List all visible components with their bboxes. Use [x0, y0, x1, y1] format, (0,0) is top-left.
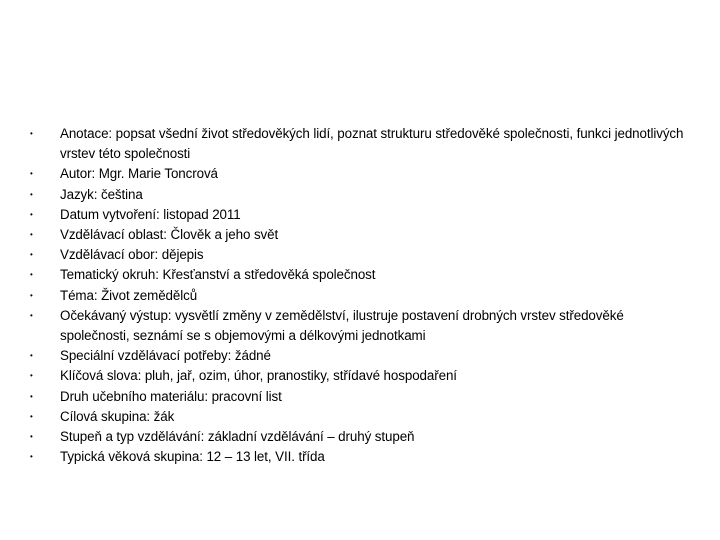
list-item-text: Vzdělávací obor: dějepis [60, 247, 204, 263]
list-item-education-level [28, 427, 688, 447]
list-item-text: Jazyk: čeština [60, 186, 143, 202]
bullet-icon: • [30, 209, 33, 219]
list-item-age-group [28, 447, 688, 467]
list-item-special-needs [28, 346, 688, 366]
list-item-text: Vzdělávací oblast: Člověk a jeho svět [60, 227, 279, 243]
list-item-text: Typická věková skupina: 12 – 13 let, VII. třída [60, 449, 325, 465]
bullet-icon: • [30, 189, 33, 199]
list-item-author [28, 164, 688, 184]
list-item-target-group [28, 407, 688, 427]
list-item-text: Téma: Život zemědělců [60, 287, 198, 303]
list-item-text: Datum vytvoření: listopad 2011 [60, 206, 241, 222]
bullet-icon: • [30, 250, 33, 260]
list-item-material-type [28, 387, 688, 407]
bullet-icon: • [30, 452, 33, 462]
list-item-thematic-area [28, 265, 688, 285]
metadata-bullet-list [28, 124, 688, 467]
list-item-text: Anotace: popsat všední život středověkých lidí, poznat strukturu středověké společnosti, funkci jednotlivých vrstev této společnosti [60, 126, 684, 162]
list-item-text: Tematický okruh: Křesťanství a středověká společnost [60, 267, 376, 283]
list-item-text: Cílová skupina: žák [60, 408, 175, 424]
list-item-text: Autor: Mgr. Marie Toncrová [60, 166, 218, 182]
list-item-text: Stupeň a typ vzdělávání: základní vzdělávání – druhý stupeň [60, 429, 415, 445]
bullet-icon: • [30, 432, 33, 442]
list-item-topic [28, 286, 688, 306]
bullet-icon: • [30, 371, 33, 381]
bullet-icon: • [30, 230, 33, 240]
bullet-icon: • [30, 290, 33, 300]
list-item-text: Speciální vzdělávací potřeby: žádné [60, 348, 271, 364]
bullet-icon: • [30, 270, 33, 280]
list-item-language [28, 185, 688, 205]
bullet-icon: • [30, 351, 33, 361]
list-item-expected-output [28, 306, 688, 346]
list-item-annotation [28, 124, 688, 164]
list-item-keywords [28, 366, 688, 386]
bullet-icon: • [30, 391, 33, 401]
list-item-date [28, 205, 688, 225]
list-item-educational-area [28, 225, 688, 245]
bullet-icon: • [30, 129, 33, 138]
bullet-icon: • [30, 310, 33, 320]
list-item-educational-field [28, 245, 688, 265]
list-item-text: Druh učebního materiálu: pracovní list [60, 388, 282, 404]
list-item-text: Očekávaný výstup: vysvětlí změny v zemědělství, ilustruje postavení drobných vrstev středověké společnosti, seznámí se s objemovými a délkovými jednotkami [60, 307, 624, 344]
list-item-text: Klíčová slova: pluh, jař, ozim, úhor, pranostiky, střídavé hospodaření [60, 368, 457, 384]
bullet-icon: • [30, 411, 33, 421]
bullet-icon: • [30, 169, 33, 179]
